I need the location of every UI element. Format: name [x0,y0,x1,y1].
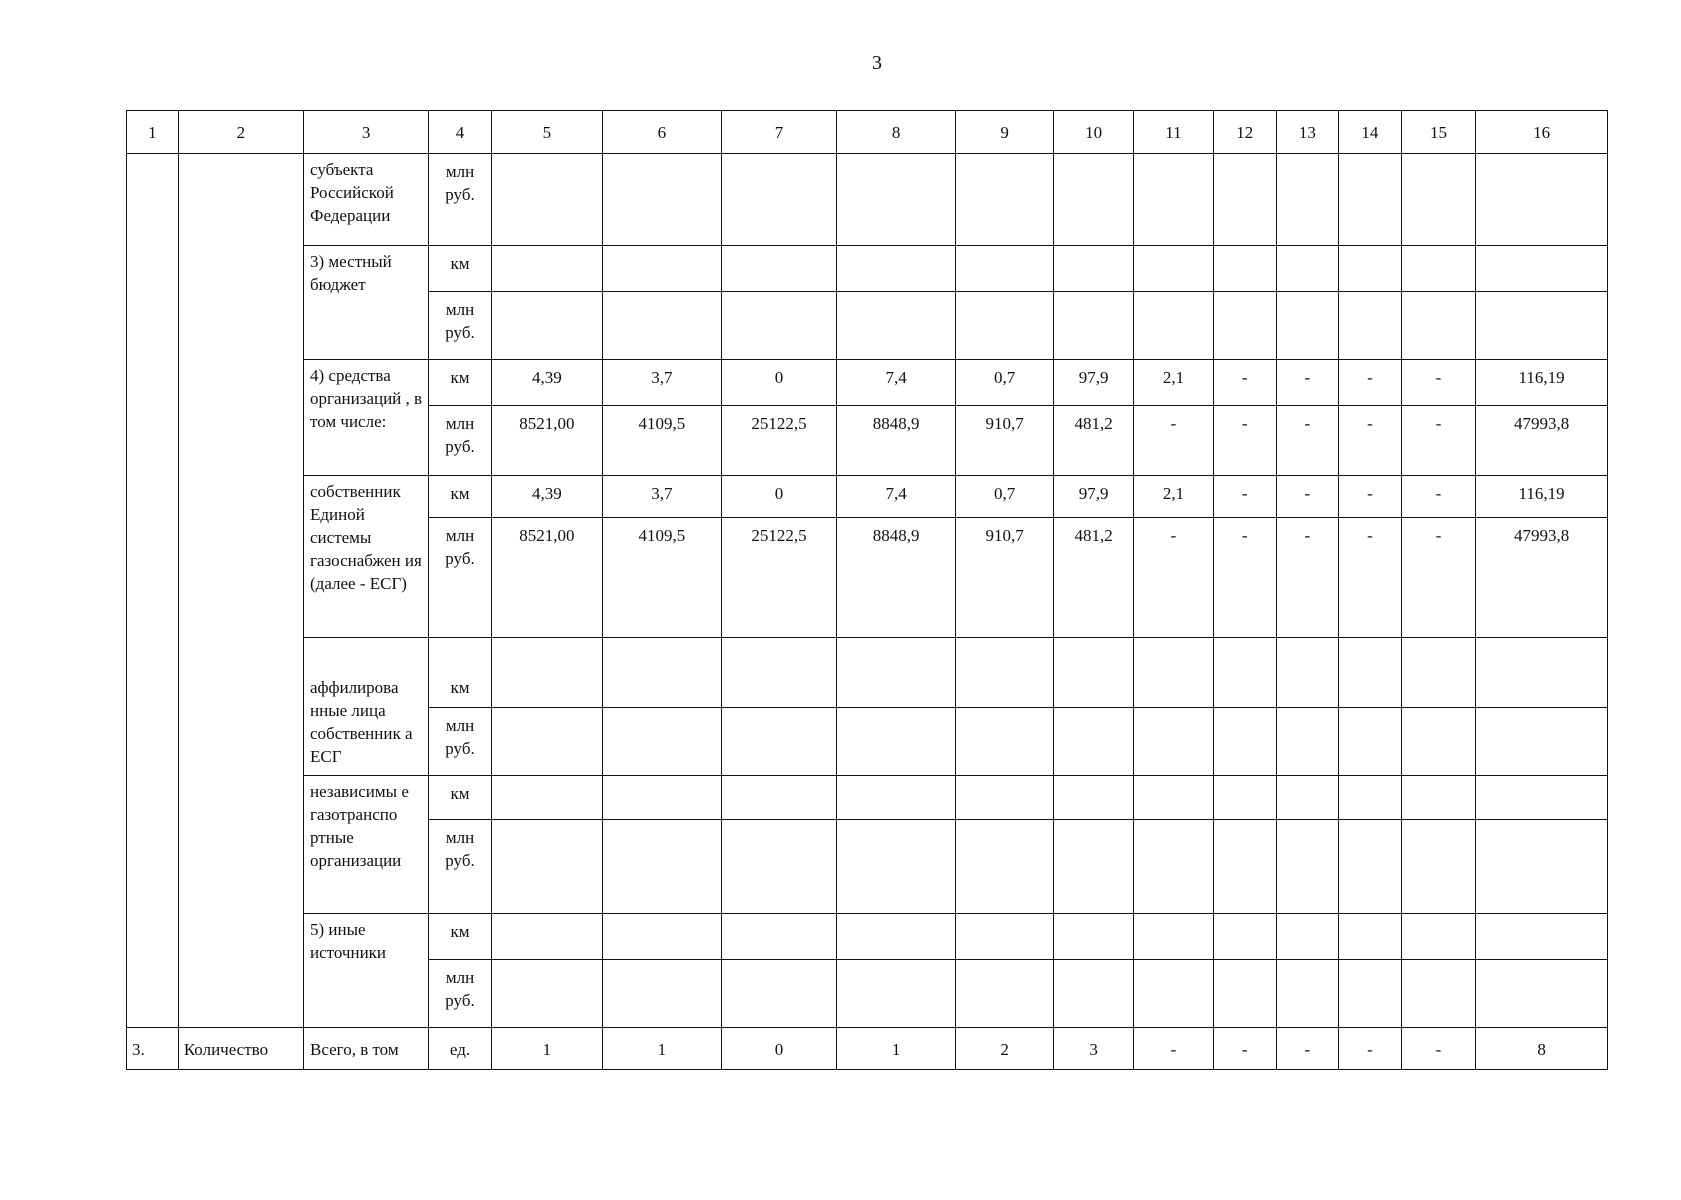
col2-cell [178,154,303,1028]
value-cell: 47993,8 [1476,518,1608,638]
value-cell: 8848,9 [837,406,956,476]
row-label: субъекта Российской Федерации [304,154,429,246]
table-row [127,360,1608,406]
value-cell: 0,7 [955,360,1053,406]
unit-cell: км [429,360,492,406]
value-cell: - [1213,406,1276,476]
value-cell: 0 [721,1028,837,1070]
value-cell: 97,9 [1054,476,1134,518]
value-cell: 1 [837,1028,956,1070]
value-cell: 3 [1054,1028,1134,1070]
value-cell: - [1401,1028,1475,1070]
value-cell: 3,7 [602,360,721,406]
value-cell: - [1276,360,1339,406]
value-cell: 97,9 [1054,360,1134,406]
table-row [127,154,1608,246]
value-cell: 4,39 [491,360,602,406]
unit-cell: млн руб. [429,820,492,914]
value-cell: 116,19 [1476,360,1608,406]
header-row [127,111,1608,154]
value-cell: - [1401,518,1475,638]
header-cell: 10 [1054,111,1134,154]
unit-cell: км [429,776,492,820]
value-cell: 8521,00 [491,518,602,638]
header-cell: 15 [1401,111,1475,154]
value-cell: - [1213,518,1276,638]
value-cell: 47993,8 [1476,406,1608,476]
header-cell: 9 [955,111,1053,154]
value-cell: 0 [721,360,837,406]
value-cell: 2,1 [1134,360,1214,406]
row-label: независимы е газотранспо ртные организации [304,776,429,914]
unit-cell: км [429,914,492,960]
value-cell: 4109,5 [602,518,721,638]
value-cell: - [1276,518,1339,638]
header-cell: 4 [429,111,492,154]
header-cell: 14 [1339,111,1402,154]
header-cell: 16 [1476,111,1608,154]
value-cell: 3,7 [602,476,721,518]
col1-cell [127,154,179,1028]
value-cell: 25122,5 [721,518,837,638]
table-row [127,638,1608,708]
header-cell: 3 [304,111,429,154]
value-cell: 2 [955,1028,1053,1070]
value-cell: 25122,5 [721,406,837,476]
value-cell: 1 [491,1028,602,1070]
page-number: 3 [872,52,882,74]
value-cell: 2,1 [1134,476,1214,518]
value-cell: 481,2 [1054,406,1134,476]
value-cell: - [1339,406,1402,476]
value-cell: - [1134,518,1214,638]
header-cell: 5 [491,111,602,154]
table-row [127,1028,1608,1070]
value-cell: 910,7 [955,518,1053,638]
unit-cell: млн руб. [429,960,492,1028]
header-cell: 11 [1134,111,1214,154]
table-row [127,776,1608,820]
investment-table [126,110,1608,1070]
table-row [127,914,1608,960]
row-label: аффилирова нные лица собственник а ЕСГ [304,638,429,776]
table-row [127,476,1608,518]
value-cell: - [1134,1028,1214,1070]
value-cell: 7,4 [837,476,956,518]
value-cell: - [1134,406,1214,476]
unit-cell: ед. [429,1028,492,1070]
header-cell: 7 [721,111,837,154]
value-cell: 8848,9 [837,518,956,638]
unit-cell: млн руб. [429,154,492,246]
header-cell: 8 [837,111,956,154]
value-cell: - [1213,476,1276,518]
row-label: 5) иные источники [304,914,429,1028]
value-cell: 481,2 [1054,518,1134,638]
value-cell: 4,39 [491,476,602,518]
value-cell: 8521,00 [491,406,602,476]
row-label: собственник Единой системы газоснабжен ия (далее - ЕСГ) [304,476,429,638]
header-cell: 6 [602,111,721,154]
value-cell: 4109,5 [602,406,721,476]
row-label: 4) средства организаций , в том числе: [304,360,429,476]
header-cell: 13 [1276,111,1339,154]
value-cell: 116,19 [1476,476,1608,518]
row-number: 3. [127,1028,179,1070]
value-cell: - [1339,360,1402,406]
value-cell: - [1276,476,1339,518]
unit-cell: млн руб. [429,292,492,360]
value-cell: - [1339,518,1402,638]
table-row [127,246,1608,292]
value-cell: - [1339,476,1402,518]
value-cell: 1 [602,1028,721,1070]
value-cell: - [1401,360,1475,406]
header-cell: 12 [1213,111,1276,154]
value-cell: 910,7 [955,406,1053,476]
row-name: Количество [178,1028,303,1070]
header-cell: 1 [127,111,179,154]
unit-cell: км [429,638,492,708]
value-cell: - [1276,1028,1339,1070]
value-cell: - [1339,1028,1402,1070]
value-cell: 0 [721,476,837,518]
value-cell: 8 [1476,1028,1608,1070]
value-cell: 7,4 [837,360,956,406]
unit-cell: млн руб. [429,518,492,638]
value-cell: 0,7 [955,476,1053,518]
value-cell: - [1401,476,1475,518]
value-cell: - [1401,406,1475,476]
value-cell: - [1213,1028,1276,1070]
value-cell: - [1213,360,1276,406]
header-cell: 2 [178,111,303,154]
row-label: 3) местный бюджет [304,246,429,360]
unit-cell: км [429,476,492,518]
value-cell: - [1276,406,1339,476]
unit-cell: млн руб. [429,708,492,776]
row-label: Всего, в том [304,1028,429,1070]
unit-cell: км [429,246,492,292]
unit-cell: млн руб. [429,406,492,476]
